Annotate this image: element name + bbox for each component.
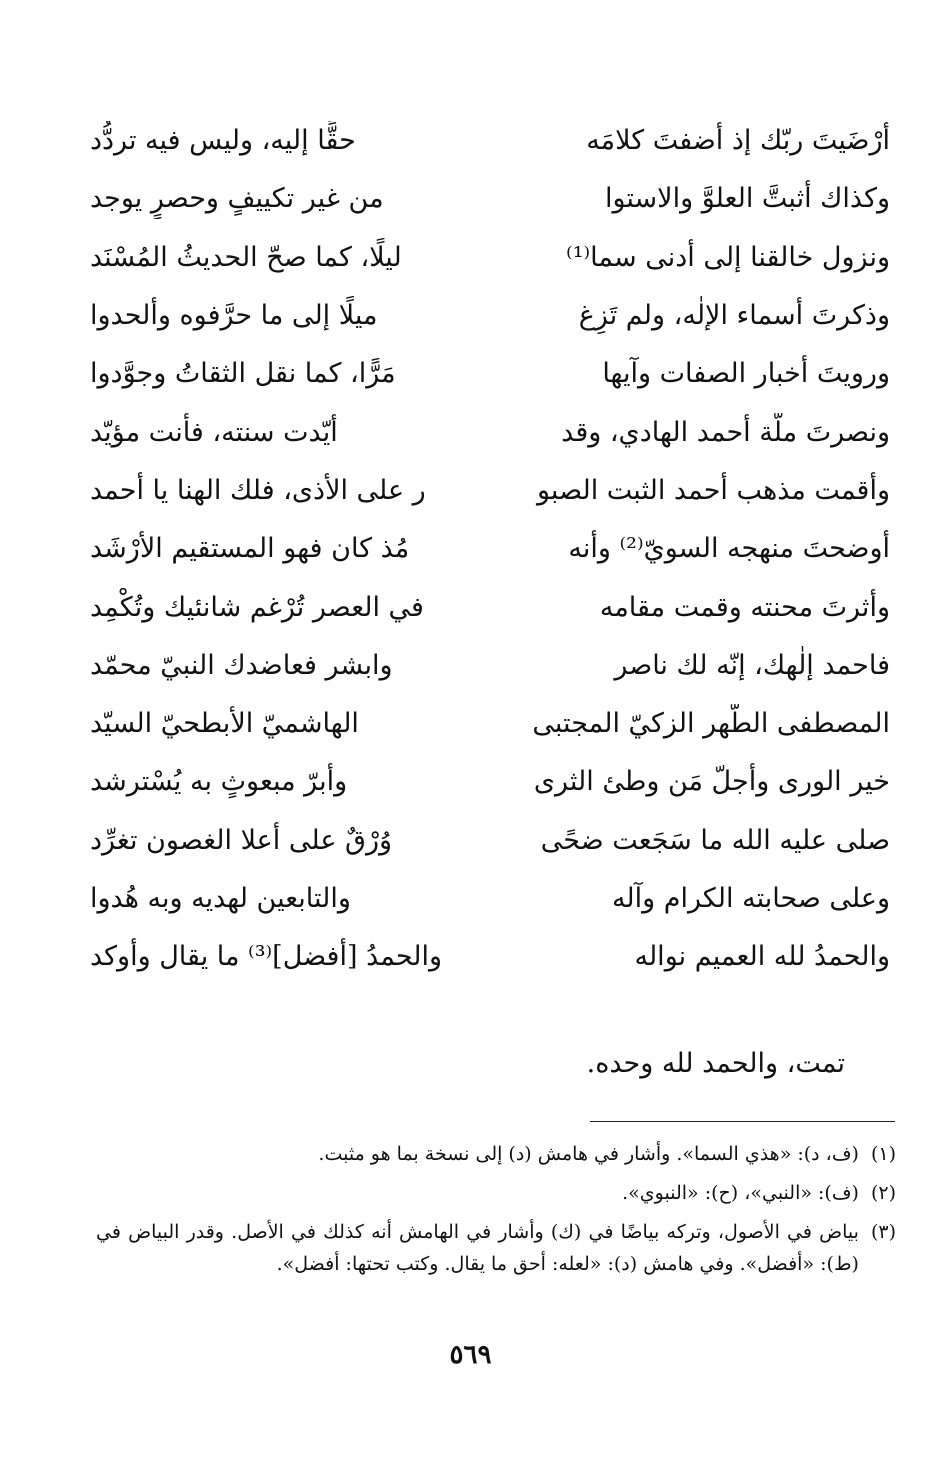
verse-second-hemistich: ميلًا إلى ما حرَّفوه وألحدوا	[90, 300, 378, 332]
verse-second-hemistich: حقًّا إليه، وليس فيه تردُّد	[90, 125, 356, 157]
footnote-text: (ف، د): «هذي السما». وأشار في هامش (د) إلى نسخة بما هو مثبت.	[318, 1143, 859, 1165]
verse-first-hemistich: والحمدُ لله العميم نواله	[634, 941, 890, 973]
verse-first-hemistich: أوضحتَ منهجه السويّ⁽²⁾ وأنه	[568, 533, 890, 565]
verse-second-hemistich: أيّدت سنته، فأنت مؤيّد	[90, 416, 338, 448]
footnote-text: بياض في الأصول، وتركه بياضًا في (ك) وأشار في الهامش أنه كذلك في الأصل. وقدر البياض في (ط): «أفضل». وفي هامش (د): «لعله: أحق ما يقال. وكتب تحتها: أفضل».	[96, 1221, 859, 1275]
footnote-text: (ف): «النبي»، (ح): «النبوي».	[622, 1182, 859, 1204]
verse-first-hemistich: فاحمد إلٰهك، إنّه لك ناصر	[614, 649, 890, 681]
footnotes	[96, 1138, 896, 1287]
verse-first-hemistich: خير الورى وأجلّ مَن وطئ الثرى	[533, 766, 890, 798]
verse-first-hemistich: ونصرتَ ملّة أحمد الهادي، وقد	[561, 416, 890, 448]
verse-first-hemistich: ونزول خالقنا إلى أدنى سما⁽¹⁾	[566, 241, 890, 273]
footnote-number: (٣)	[870, 1221, 896, 1243]
verse	[90, 520, 890, 578]
verse-first-hemistich: أرْضَيتَ ربّك إذ أضفتَ كلامَه	[586, 125, 890, 157]
verse	[90, 229, 890, 287]
verse-second-hemistich: مَرًّا، كما نقل الثقاتُ وجوَّدوا	[90, 358, 396, 390]
footnote	[96, 1177, 896, 1209]
closing-line: تمت، والحمد لله وحده.	[586, 1048, 845, 1079]
verse	[90, 637, 890, 695]
verse	[90, 928, 890, 986]
verse-second-hemistich: من غير تكييفٍ وحصرٍ يوجد	[90, 183, 384, 215]
verse-first-hemistich: ورويتَ أخبار الصفات وآيها	[602, 358, 890, 390]
verse-first-hemistich: وأثرتَ محنته وقمت مقامه	[599, 591, 890, 623]
footnote-number: (٢)	[870, 1182, 896, 1204]
verse	[90, 870, 890, 928]
verse-first-hemistich: المصطفى الطّهر الزكيّ المجتبى	[532, 708, 890, 740]
page-number: ٥٦٩	[449, 1340, 492, 1370]
verse-second-hemistich: وأبرّ مبعوثٍ به يُسْترشد	[90, 766, 348, 798]
verse-second-hemistich: في العصر تُرْغم شانئيك وتُكْمِد	[90, 591, 424, 623]
footnote	[96, 1138, 896, 1170]
verse	[90, 753, 890, 811]
verse	[90, 578, 890, 636]
verse-first-hemistich: وكذاك أثبتَّ العلوَّ والاستوا	[604, 183, 890, 215]
verse-first-hemistich: صلى عليه الله ما سَجَعت ضحًى	[540, 824, 890, 856]
verse-first-hemistich: وأقمت مذهب أحمد الثبت الصبو	[536, 474, 890, 506]
verse-second-hemistich: والحمدُ [أفضل]⁽³⁾ ما يقال وأوكد	[90, 941, 443, 973]
verse	[90, 112, 890, 170]
verse	[90, 170, 890, 228]
verse-second-hemistich: ليلًا، كما صحّ الحديثُ المُسْنَد	[90, 241, 402, 273]
verse	[90, 403, 890, 461]
verse	[90, 695, 890, 753]
verse-second-hemistich: والتابعين لهديه وبه هُدوا	[90, 883, 351, 914]
verse	[90, 812, 890, 870]
verse-second-hemistich: الهاشميّ الأبطحيّ السيّد	[90, 708, 359, 740]
verse-second-hemistich: مُذ كان فهو المستقيم الأرْشَد	[90, 533, 410, 565]
verse-second-hemistich: وُرْقٌ على أعلا الغصون تغرِّد	[90, 824, 393, 856]
verse	[90, 287, 890, 345]
verse-first-hemistich: وذكرتَ أسماء الإلٰه، ولم تَزِغ	[578, 300, 890, 332]
footnote	[96, 1216, 896, 1280]
footnote-separator	[590, 1121, 895, 1122]
verse-second-hemistich: ر على الأذى، فلك الهنا يا أحمد	[90, 474, 426, 506]
poem	[90, 112, 890, 986]
verse	[90, 462, 890, 520]
verse-first-hemistich: وعلى صحابته الكرام وآله	[611, 883, 890, 914]
verse-second-hemistich: وابشر فعاضدك النبيّ محمّد	[90, 649, 393, 681]
verse	[90, 345, 890, 403]
footnote-number: (١)	[870, 1143, 896, 1165]
